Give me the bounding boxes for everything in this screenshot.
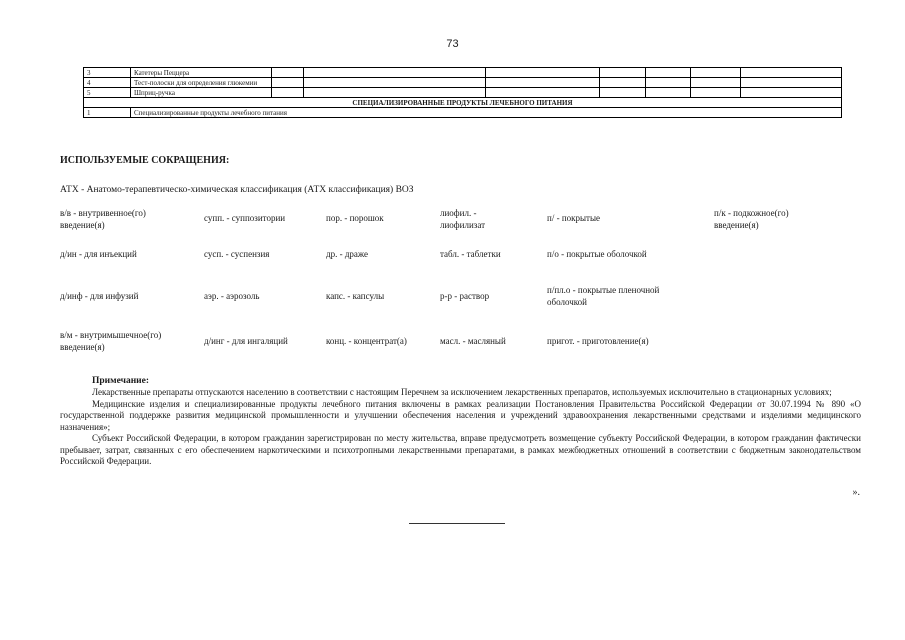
table-row	[84, 88, 842, 98]
abbreviation: д/инг - для ингаляций	[204, 336, 288, 346]
row-name: Тест-полоски для определения глюкемии	[131, 78, 272, 88]
abbreviation: конц. - концентрат(а)	[326, 336, 407, 346]
section-title: СПЕЦИАЛИЗИРОВАННЫЕ ПРОДУКТЫ ЛЕЧЕБНОГО ПИТАНИЯ	[84, 98, 842, 108]
abbreviation: масл. - масляный	[440, 336, 506, 346]
row-number: 3	[84, 68, 131, 78]
abbreviation: р-р - раствор	[440, 291, 490, 301]
atc-definition: АТХ - Анатомо-терапевтическо-химическая классификация (АТХ классификация) ВОЗ	[60, 185, 414, 195]
abbreviation: в/в - внутривенное(го) введение(я)	[60, 208, 146, 230]
notes	[60, 387, 861, 468]
abbreviation: пригот. - приготовление(я)	[547, 336, 649, 346]
table-section-header	[84, 98, 842, 108]
abbreviations-heading: ИСПОЛЬЗУЕМЫЕ СОКРАЩЕНИЯ:	[60, 155, 230, 166]
page-number: 73	[446, 38, 459, 50]
abbreviation: д/ин - для инъекций	[60, 249, 137, 259]
table-row	[84, 78, 842, 88]
note-title: Примечание:	[92, 376, 150, 386]
row-number: 1	[84, 108, 131, 118]
abbreviation: п/ - покрытые	[547, 213, 601, 223]
abbreviation: сусп. - суспензия	[204, 249, 270, 259]
closing-quote: ».	[852, 487, 860, 498]
abbreviation: п/о - покрытые оболочкой	[547, 249, 647, 259]
row-name: Специализированные продукты лечебного питания	[131, 108, 842, 118]
abbreviation: в/м - внутримышечное(го) введение(я)	[60, 330, 162, 352]
table-row	[84, 108, 842, 118]
table-row	[84, 68, 842, 78]
note-paragraph: Субъект Российской Федерации, в котором гражданин зарегистрирован по месту жительства, вправе предусмотреть возмещение субъекту Российской Федерации, в котором гражданин фактически пребывает, затрат, связанных с его обеспечением наркотическими и психотропными лекарственными препаратами, в рамках межбюджетных отношений в соответствии с бюджетным законодательством Российской Федерации.	[60, 433, 861, 466]
abbreviation: капс. - капсулы	[326, 291, 385, 301]
drug-table	[83, 67, 842, 118]
abbreviation: д/инф - для инфузий	[60, 291, 139, 301]
row-number: 4	[84, 78, 131, 88]
note-paragraph: Лекарственные препараты отпускаются населению в соответствии с настоящим Перечнем за исключением лекарственных препаратов, используемых исключительно в стационарных условиях;	[92, 387, 832, 397]
abbreviation: пор. - порошок	[326, 213, 384, 223]
abbreviation: аэр. - аэрозоль	[204, 291, 260, 301]
abbreviation: п/пл.о - покрытые пленочной оболочкой	[547, 285, 660, 307]
abbreviation: супп. - суппозитории	[204, 213, 286, 223]
abbreviation: п/к - подкожное(го) введение(я)	[714, 208, 789, 230]
row-name: Шприц-ручка	[131, 88, 272, 98]
abbreviation: др. - драже	[326, 249, 368, 259]
abbreviation: табл. - таблетки	[440, 249, 501, 259]
note-paragraph: Медицинские изделия и специализированные продукты лечебного питания включены в рамках реализации Постановления Правительства Российской Федерации от 30.07.1994 № 890 «О государственной поддержке развития медицинской промышленности и улучшении обеспечения населения и учреждений здравоохранения лекарственными средствами и изделиями медицинского назначения»;	[60, 398, 861, 432]
abbreviation: лиофил. - лиофилизат	[440, 208, 486, 230]
row-name: Катетеры Пеццера	[131, 68, 272, 78]
divider-line	[409, 523, 505, 524]
row-number: 5	[84, 88, 131, 98]
